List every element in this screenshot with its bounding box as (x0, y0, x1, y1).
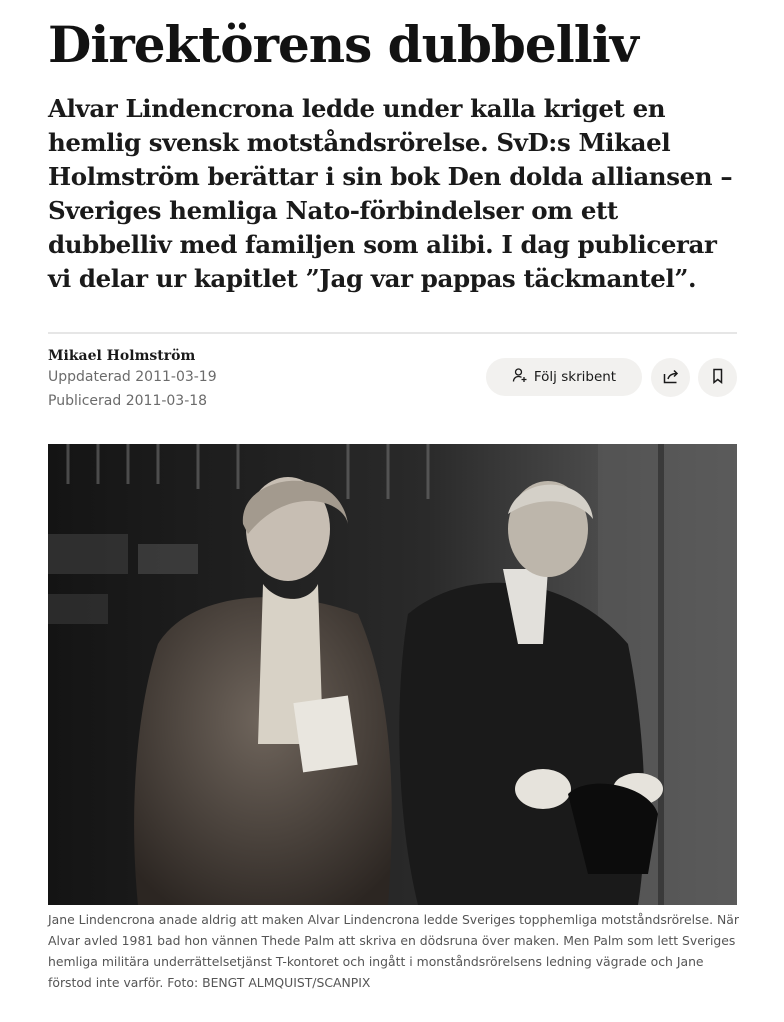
follow-author-button[interactable] (486, 358, 642, 396)
author-name[interactable]: Mikael Holmström (48, 348, 196, 364)
share-icon (662, 367, 680, 389)
divider (48, 332, 737, 334)
article-lead: Alvar Lindencrona ledde under kalla kriget en hemlig svensk motståndsrörelse. SvD:s Mikael Holmström berättar i sin bok Den dolda alliansen – Sveriges hemliga Nato-förbindelser om ett dubbelliv med familjen som alibi. I dag publicerar vi delar ur kapitlet ”Jag var pappas täckmantel”. (48, 94, 733, 293)
updated-date: Uppdaterad 2011-03-19 (48, 369, 217, 385)
article-photo (48, 444, 737, 905)
person-plus-icon (512, 367, 528, 387)
follow-author-label: Följ skribent (533, 369, 617, 385)
share-button[interactable] (651, 358, 690, 397)
photo-caption: Jane Lindencrona anade aldrig att maken Alvar Lindencrona ledde Sveriges topphemliga motståndsrörelse. När Alvar avled 1981 bad hon vännen Thede Palm att skriva en dödsruna över maken. Men Palm som lett Sveriges hemliga militära underrättelsetjänst T-kontoret och ingått i monståndsrörelsens ledning vägrade och Jane förstod inte varför. Foto: BENGT ALMQUIST/SCANPIX (48, 912, 739, 990)
published-date: Publicerad 2011-03-18 (48, 393, 208, 409)
bookmark-icon (709, 367, 727, 389)
article-headline: Direktörens dubbelliv (48, 15, 638, 74)
bookmark-button[interactable] (698, 358, 737, 397)
